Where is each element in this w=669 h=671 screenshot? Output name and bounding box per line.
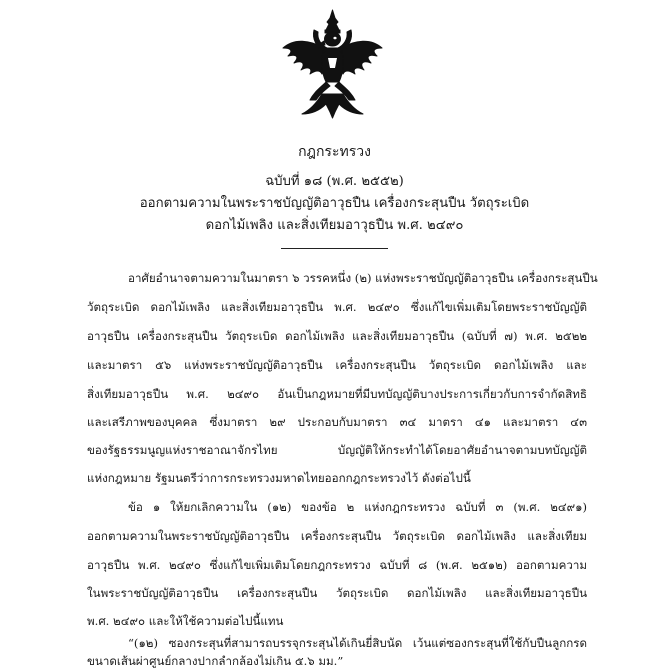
preamble-line: และเสรีภาพของบุคคล ซึ่งมาตรา ๒๙ ประกอบกับมาตรา ๓๔ มาตรา ๔๑ และมาตรา ๔๓: [87, 415, 587, 429]
preamble-line: อาวุธปืน เครื่องกระสุนปืน วัตถุระเบิด ดอกไม้เพลิง และสิ่งเทียมอาวุธปืน (ฉบับที่ ๗) พ.ศ. ๒๕๒๒: [87, 329, 587, 343]
quoted-clause-line: “(๑๒) ซองกระสุนที่สามารถบรรจุกระสุนได้เกินยี่สิบนัด เว้นแต่ซองกระสุนที่ใช้กับปืนลูกกรด: [128, 636, 587, 650]
document-subtitle-line-1: ออกตามความในพระราชบัญญัติอาวุธปืน เครื่องกระสุนปืน วัตถุระเบิด: [139, 196, 530, 211]
document-issue-number: ฉบับที่ ๑๘ (พ.ศ. ๒๕๕๒): [265, 174, 404, 189]
article-1-line: ข้อ ๑ ให้ยกเลิกความใน (๑๒) ของข้อ ๒ แห่งกฎกระทรวง ฉบับที่ ๓ (พ.ศ. ๒๔๙๑): [128, 500, 587, 514]
preamble-line: วัตถุระเบิด ดอกไม้เพลิง และสิ่งเทียมอาวุธปืน พ.ศ. ๒๔๙๐ ซึ่งแก้ไขเพิ่มเติมโดยพระราชบัญญัติ: [87, 300, 587, 314]
preamble-line: แห่งกฎหมาย รัฐมนตรีว่าการกระทรวงมหาดไทยออกกฎกระทรวงไว้ ดังต่อไปนี้: [87, 471, 471, 485]
article-1-line: อาวุธปืน พ.ศ. ๒๔๙๐ ซึ่งแก้ไขเพิ่มเติมโดยกฎกระทรวง ฉบับที่ ๘ (พ.ศ. ๒๕๑๒) ออกตามความ: [87, 558, 587, 572]
preamble-line: และมาตรา ๕๖ แห่งพระราชบัญญัติอาวุธปืน เครื่องกระสุนปืน วัตถุระเบิด ดอกไม้เพลิง และ: [87, 358, 587, 372]
preamble-line: ของรัฐธรรมนูญแห่งราชอาณาจักรไทย บัญญัติให้กระทำได้โดยอาศัยอำนาจตามบทบัญญัติ: [87, 443, 587, 457]
quoted-clause-line: ขนาดเส้นผ่าศูนย์กลางปากลำกล้องไม่เกิน ๕.๖ มม.”: [87, 654, 344, 668]
article-1-line: ในพระราชบัญญัติอาวุธปืน เครื่องกระสุนปืน วัตถุระเบิด ดอกไม้เพลิง และสิ่งเทียมอาวุธปืน: [87, 586, 587, 600]
document-title: กฎกระทรวง: [298, 144, 371, 160]
preamble-line: สิ่งเทียมอาวุธปืน พ.ศ. ๒๔๙๐ อันเป็นกฎหมายที่มีบทบัญญัติบางประการเกี่ยวกับการจำกัดสิทธิ: [87, 387, 587, 401]
preamble-line: อาศัยอำนาจตามความในมาตรา ๖ วรรคหนึ่ง (๒) แห่งพระราชบัญญัติอาวุธปืน เครื่องกระสุนปืน: [128, 271, 598, 285]
garuda-emblem-icon: [280, 8, 385, 120]
article-1-line: พ.ศ. ๒๔๙๐ และให้ใช้ความต่อไปนี้แทน: [87, 614, 284, 628]
title-divider: [281, 248, 388, 249]
document-subtitle-line-2: ดอกไม้เพลิง และสิ่งเทียมอาวุธปืน พ.ศ. ๒๔๙๐: [205, 218, 464, 233]
article-1-line: ออกตามความในพระราชบัญญัติอาวุธปืน เครื่องกระสุนปืน วัตถุระเบิด ดอกไม้เพลิง และสิ่งเทียม: [87, 529, 587, 543]
